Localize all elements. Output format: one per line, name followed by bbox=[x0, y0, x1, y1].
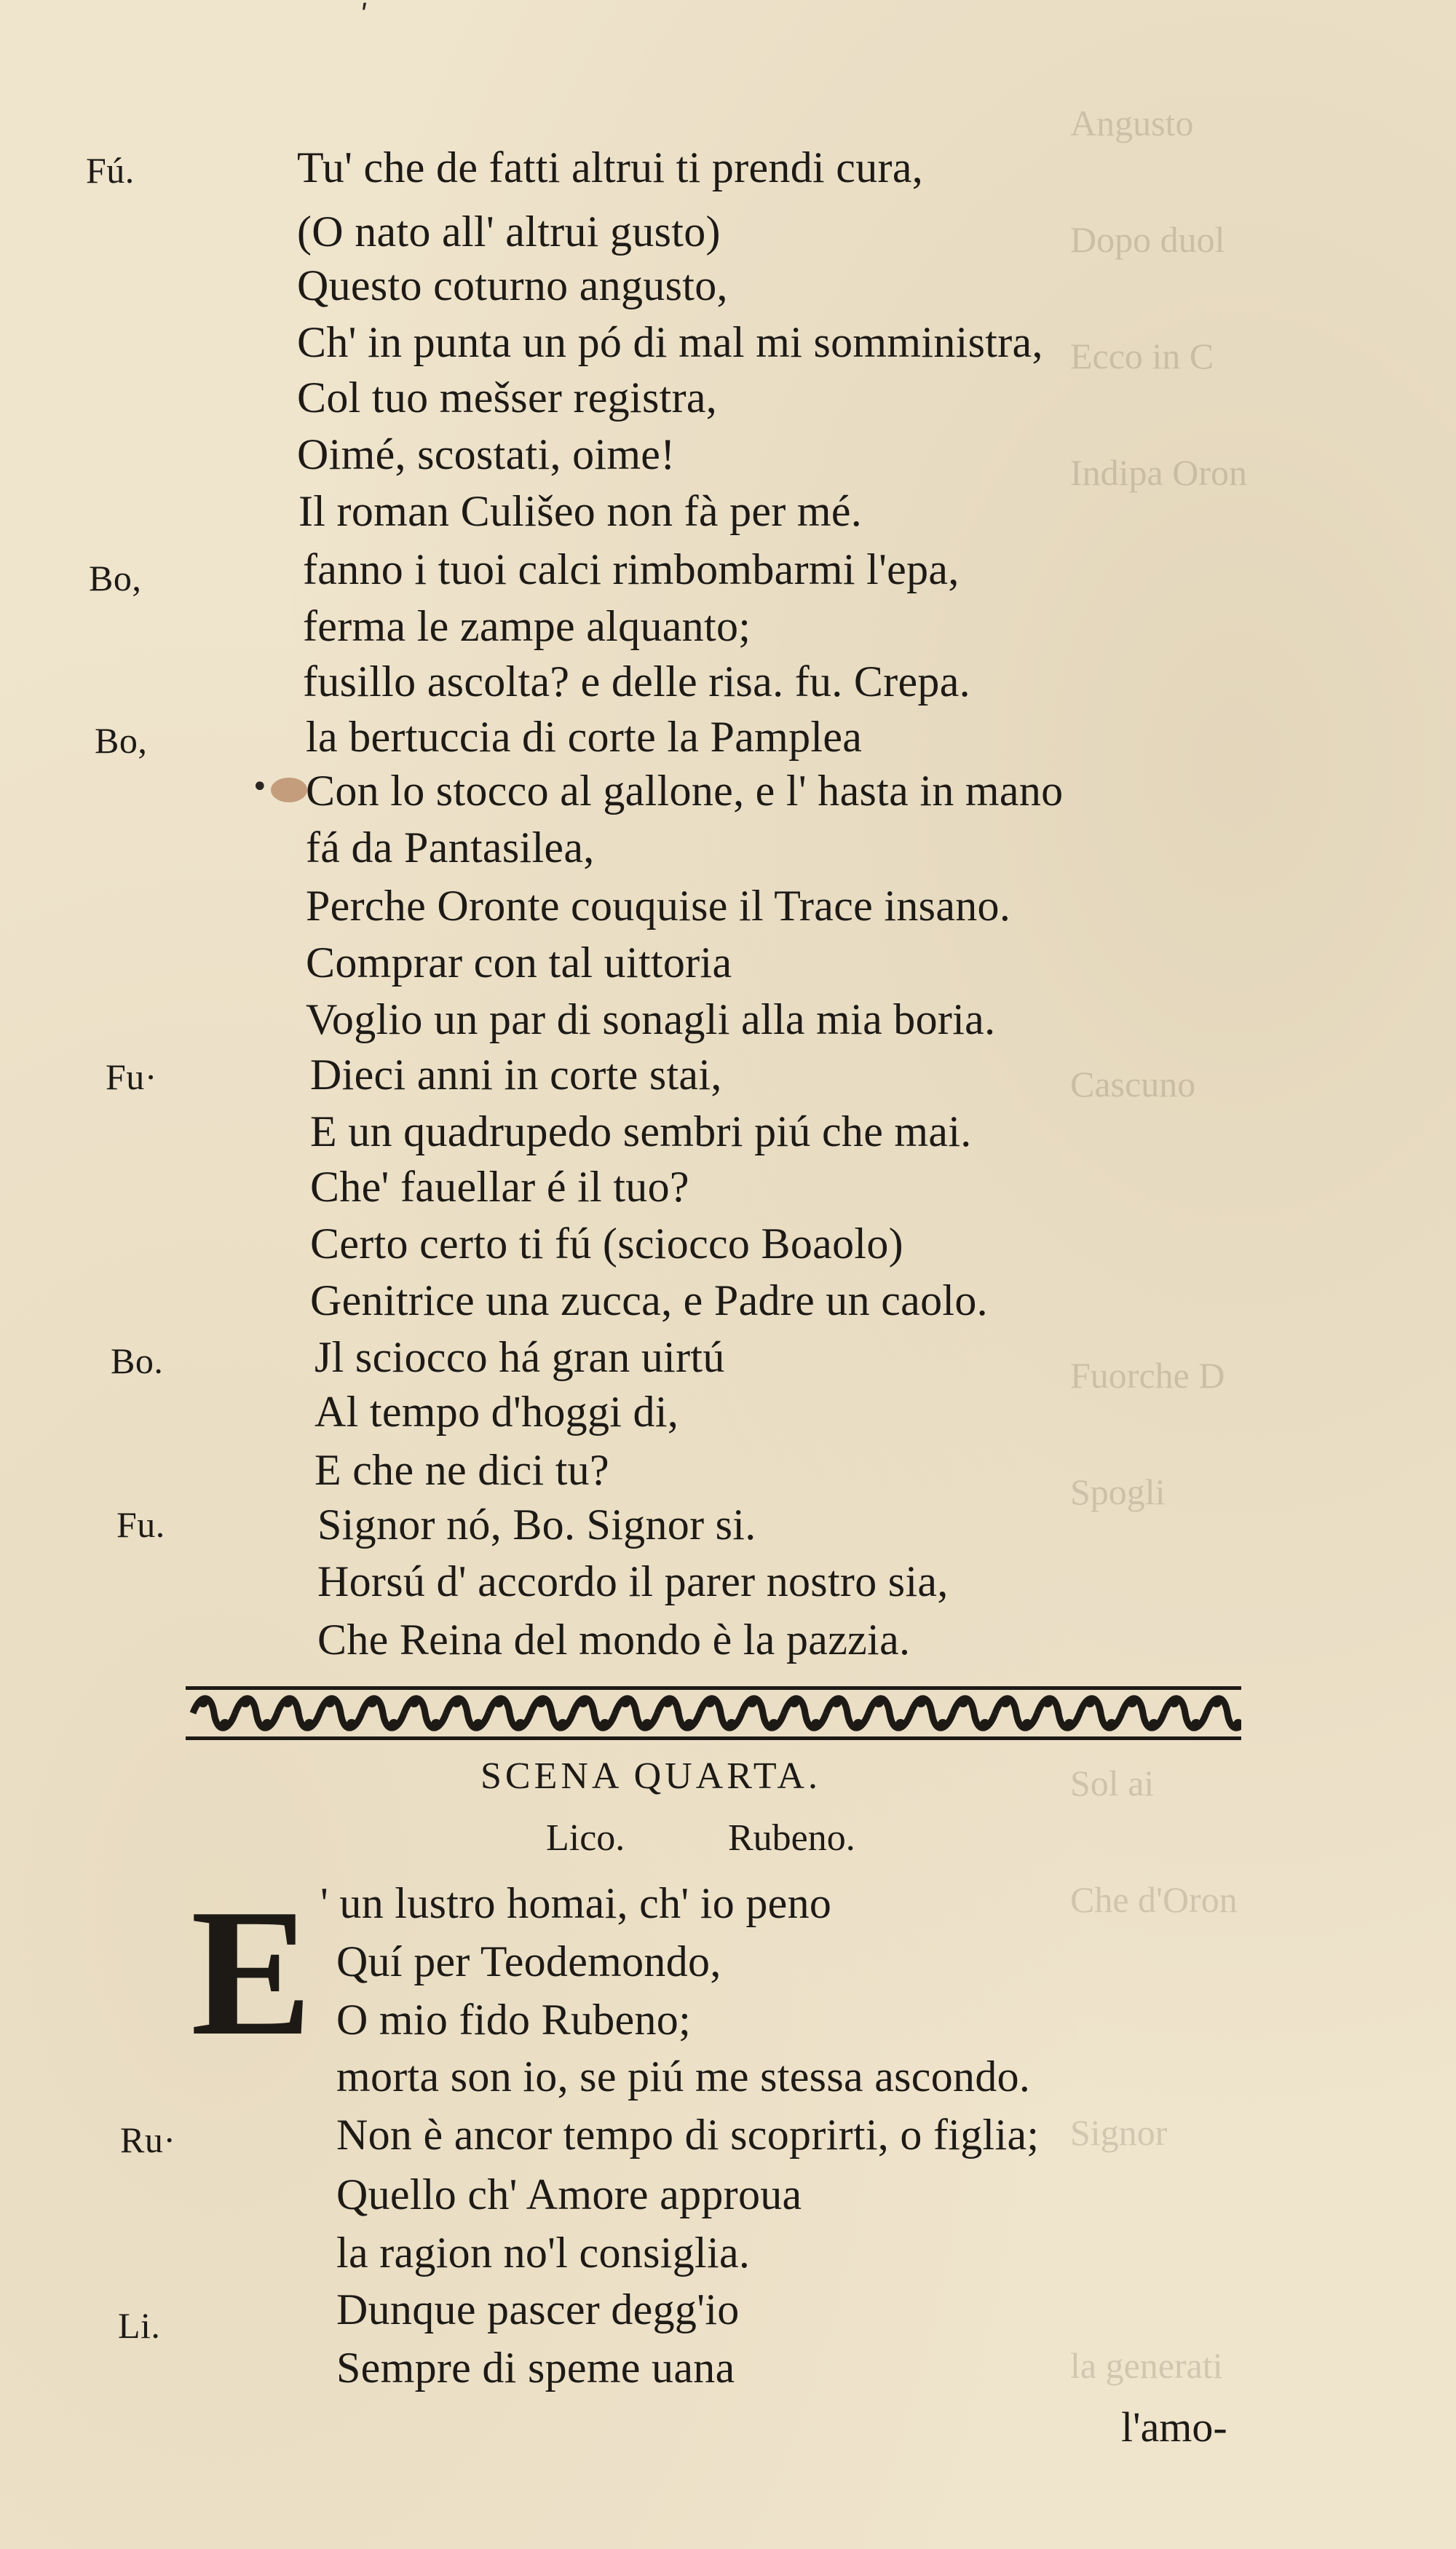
scene-verse-line: Sempre di speme uana bbox=[336, 2344, 735, 2392]
printer-mark: ʹ bbox=[360, 0, 369, 33]
verse-line: Genitrice una zucca, e Padre un caolo. bbox=[310, 1276, 988, 1324]
scene-verse-line: la ragion no'l consiglia. bbox=[336, 2229, 751, 2277]
verse-line: (O nato all' altrui gusto) bbox=[297, 208, 721, 256]
verse-line: Jl sciocco há gran uirtú bbox=[314, 1333, 725, 1381]
verse-line: fanno i tuoi calci rimbombarmi l'epa, bbox=[303, 545, 960, 593]
verse-line: ferma le zampe alquanto; bbox=[303, 602, 751, 650]
speaker-label: Bo, bbox=[89, 558, 142, 598]
printer-mark: • bbox=[251, 770, 269, 804]
speaker-label: Li. bbox=[118, 2305, 161, 2346]
verse-line: fusillo ascolta? e delle risa. fu. Crepa. bbox=[303, 657, 970, 706]
verse-line: E che ne dici tu? bbox=[314, 1446, 609, 1494]
speaker-label: Ru· bbox=[120, 2119, 176, 2160]
character-name: Rubeno. bbox=[728, 1817, 855, 1859]
scene-verse-line: ' un lustro homai, ch' io peno bbox=[320, 1879, 832, 1927]
speaker-label: Fu. bbox=[116, 1504, 165, 1545]
verse-line: Che Reina del mondo è la pazzia. bbox=[317, 1616, 911, 1664]
scene-verse-line: Quí per Teodemondo, bbox=[336, 1937, 721, 1985]
verse-line: la bertuccia di corte la Pamplea bbox=[306, 713, 863, 761]
verse-line: Voglio un par di sonagli alla mia boria. bbox=[306, 995, 996, 1043]
speaker-label: Bo, bbox=[95, 720, 148, 761]
verse-line: Horsú d' accordo il parer nostro sia, bbox=[317, 1557, 949, 1605]
verse-line: Ch' in punta un pó di mal mi somministra, bbox=[297, 318, 1043, 366]
verse-line: fá da Pantasilea, bbox=[306, 823, 595, 872]
speaker-label: Fu· bbox=[106, 1056, 157, 1097]
scene-verse-line: O mio fido Rubeno; bbox=[336, 1996, 692, 2044]
verse-line: Certo certo ti fú (sciocco Boaolo) bbox=[310, 1220, 903, 1268]
drop-cap: E bbox=[191, 1872, 312, 2074]
bleed-through-text: Angusto Dopo duol Ecco in C Indipa Oron Cascuno Fuorche D Spogli Sol ai Che d'Oron Signor la generati bbox=[1070, 103, 1247, 2386]
decorative-border-ornament bbox=[186, 1680, 1241, 1746]
speaker-label: Bo. bbox=[111, 1340, 164, 1381]
verse-line: Oimé, scostati, oime! bbox=[297, 430, 676, 478]
ink-stain bbox=[271, 778, 307, 802]
verse-line: Con lo stocco al gallone, e l' hasta in mano bbox=[306, 767, 1064, 815]
scene-verse-line: Quello ch' Amore approua bbox=[336, 2170, 802, 2218]
verse-line: Signor nó, Bo. Signor si. bbox=[317, 1501, 756, 1549]
scene-verse-line: Dunque pascer degg'io bbox=[336, 2285, 740, 2333]
verse-line: Comprar con tal uittoria bbox=[306, 938, 732, 987]
character-name: Lico. bbox=[546, 1817, 625, 1859]
scene-title: SCENA QUARTA. bbox=[480, 1755, 821, 1797]
verse-line: Perche Oronte couquise il Trace insano. bbox=[306, 882, 1011, 930]
catchword: l'amo- bbox=[1121, 2403, 1227, 2451]
verse-line: Questo coturno angusto, bbox=[297, 261, 728, 309]
verse-line: E un quadrupedo sembri piú che mai. bbox=[310, 1107, 972, 1155]
scene-verse-line: Non è ancor tempo di scoprirti, o figlia; bbox=[336, 2111, 1040, 2159]
verse-line: Tu' che de fatti altrui ti prendi cura, bbox=[297, 143, 924, 191]
scene-verse-line: morta son io, se piú me stessa ascondo. bbox=[336, 2052, 1031, 2101]
verse-line: Col tuo mešser registra, bbox=[297, 374, 718, 422]
verse-line: Dieci anni in corte stai, bbox=[310, 1051, 722, 1099]
verse-line: Che' fauellar é il tuo? bbox=[310, 1163, 689, 1211]
speaker-label: Fú. bbox=[86, 150, 135, 191]
verse-line: Il roman Culišeo non fà per mé. bbox=[298, 487, 863, 535]
verse-line: Al tempo d'hoggi di, bbox=[314, 1388, 679, 1436]
